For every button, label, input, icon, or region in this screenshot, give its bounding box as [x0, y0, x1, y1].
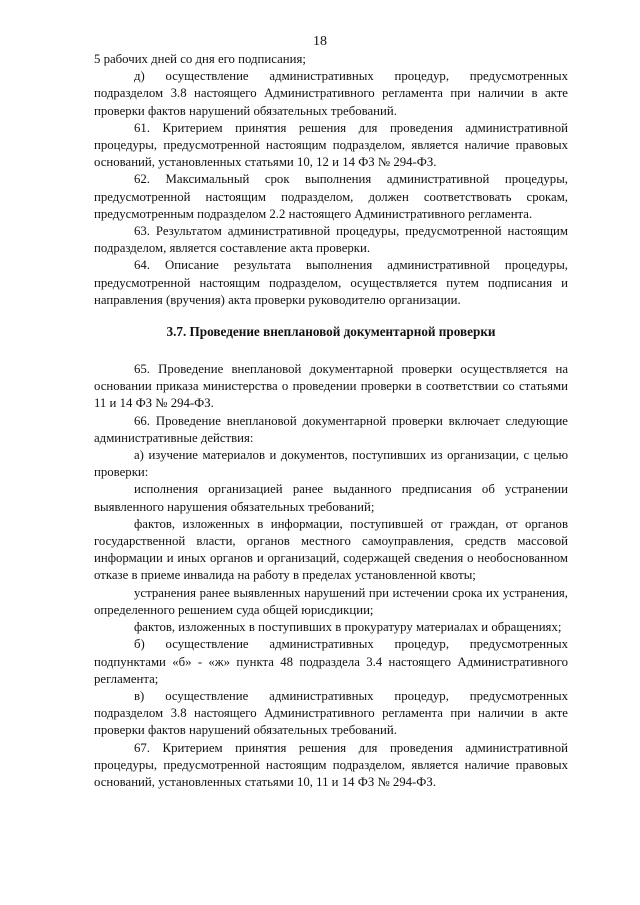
paragraph: б) осуществление административных процедур, предусмотренных подпунктами «б» - «ж» пункта 48 подраздела 3.4 настоящего Административного регламента; [94, 637, 568, 686]
page-number: 18 [313, 34, 327, 49]
paragraph: 62. Максимальный срок выполнения административной процедуры, предусмотренной настоящим подразделом, должен соответствовать срокам, предусмотренным подразделом 2.2 настоящего Административного регламента. [94, 172, 568, 221]
document-body [94, 51, 568, 791]
paragraph: фактов, изложенных в поступивших в прокуратуру материалах и обращениях; [134, 620, 562, 635]
paragraph: 67. Критерием принятия решения для проведения административной процедуры, предусмотренной настоящим подразделом, является наличие правовых оснований, установленных статьями 10, 11 и 14 ФЗ № 294-ФЗ. [94, 740, 568, 789]
paragraph: 5 рабочих дней со дня его подписания; [94, 52, 306, 66]
section-heading: 3.7. Проведение внеплановой документарной проверки [166, 324, 496, 340]
paragraph: 61. Критерием принятия решения для проведения административной процедуры, предусмотренной настоящим подразделом, является наличие правовых оснований, установленных статьями 10, 12 и 14 ФЗ № 294-ФЗ. [94, 120, 568, 170]
paragraph: в) осуществление административных процедур, предусмотренных подразделом 3.8 настоящего Административного регламента при наличии в акте проверки фактов нарушений обязательных требований. [94, 688, 568, 738]
paragraph: 63. Результатом административной процедуры, предусмотренной настоящим подразделом, является составление акта проверки. [94, 224, 568, 256]
paragraph: фактов, изложенных в информации, поступившей от граждан, от органов государственной власти, органов местного самоуправления, средств массовой информации и иных органов и организаций, содержащей сведения о необоснованном отказе в приеме инвалида на работу в пределах установленной квоты; [94, 516, 568, 583]
paragraph: а) изучение материалов и документов, поступивших из организации, с целью проверки: [94, 448, 568, 480]
paragraph: 65. Проведение внеплановой документарной проверки осуществляется на основании приказа министерства о проведении проверки в соответствии со статьями 11 и 14 ФЗ № 294-ФЗ. [94, 362, 568, 411]
paragraph: исполнения организацией ранее выданного предписания об устранении выявленного нарушения обязательных требований; [94, 482, 568, 514]
paragraph: 66. Проведение внеплановой документарной проверки включает следующие административные действия: [94, 413, 568, 445]
paragraph: 64. Описание результата выполнения административной процедуры, предусмотренной настоящим подразделом, осуществляется путем подписания и направления (вручения) акта проверки руководителю организации. [94, 258, 568, 307]
paragraph: д) осуществление административных процедур, предусмотренных подразделом 3.8 настоящего Административного регламента при наличии в акте проверки фактов нарушений обязательных требований. [94, 69, 568, 118]
paragraph: устранения ранее выявленных нарушений при истечении срока их устранения, определенного решением суда общей юрисдикции; [94, 585, 568, 617]
